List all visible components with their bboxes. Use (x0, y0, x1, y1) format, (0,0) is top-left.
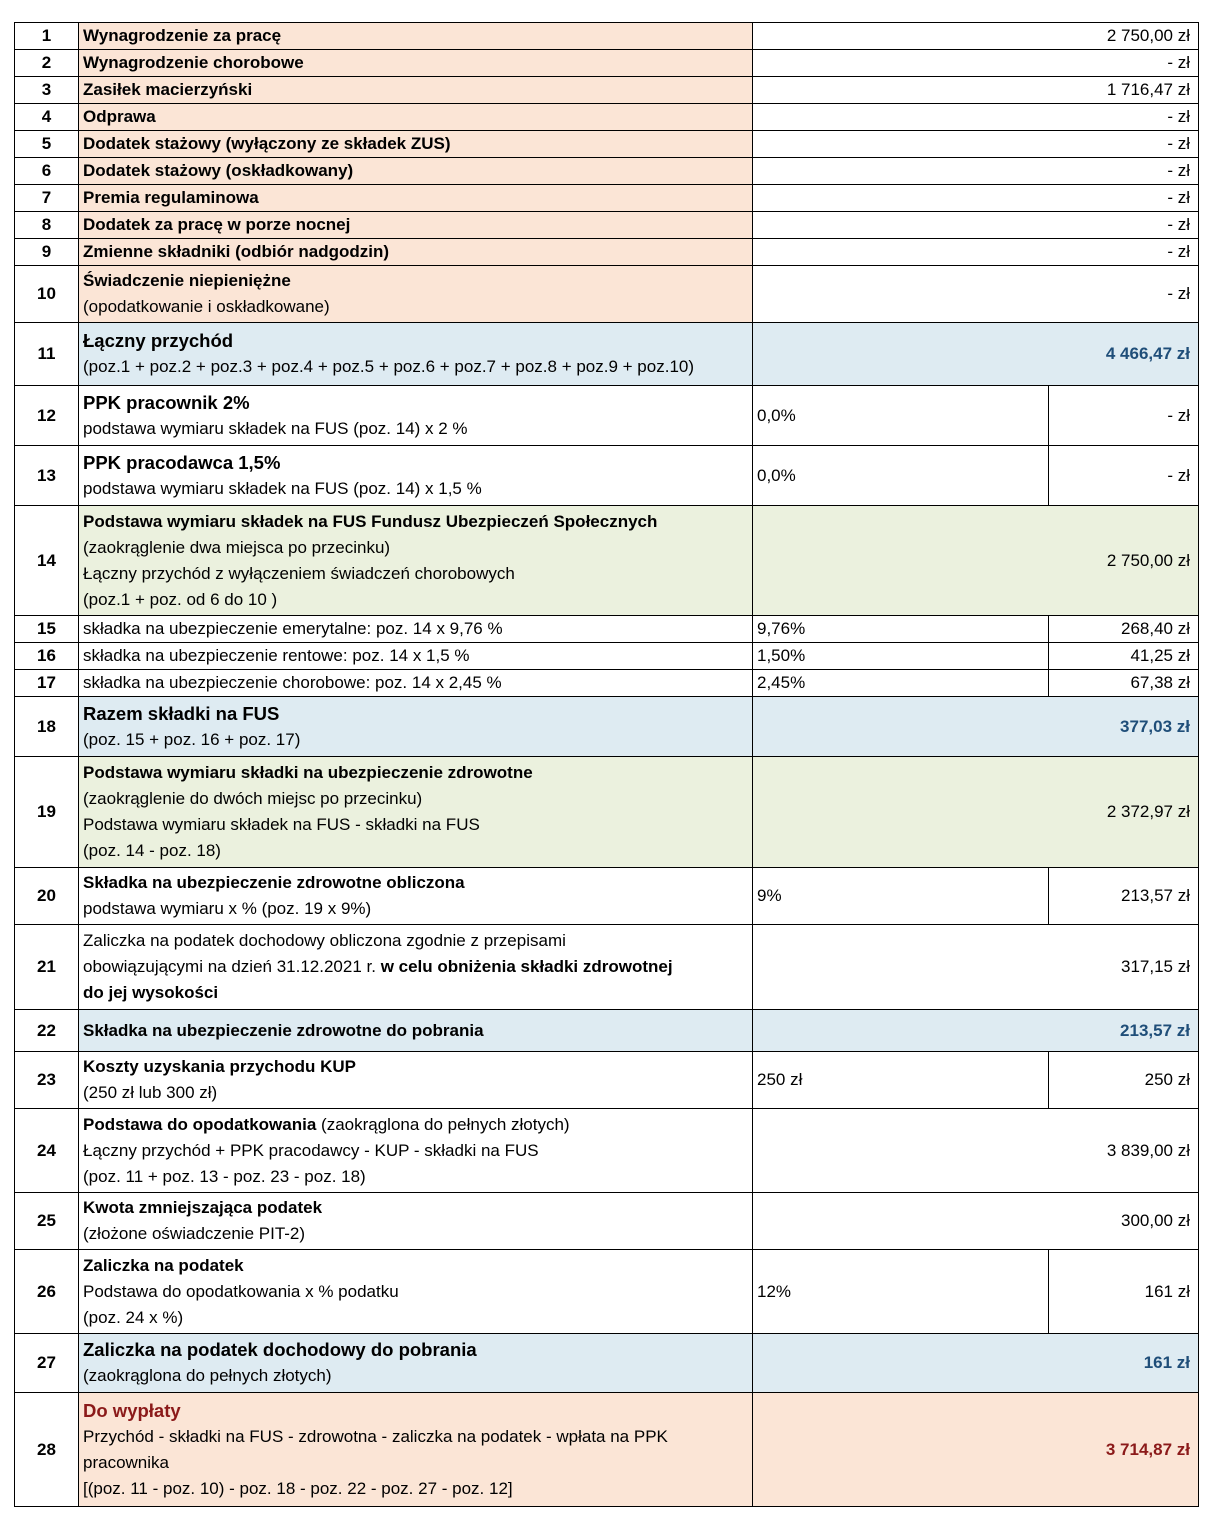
row-note: (złożone oświadczenie PIT-2) (83, 1224, 306, 1243)
row-title: Razem składki na FUS (83, 702, 280, 724)
row-label (79, 1109, 753, 1193)
table-row (15, 212, 1199, 239)
row-title-rest: (zaokrąglona do pełnych złotych) (316, 1114, 570, 1134)
row-number: 18 (15, 697, 79, 757)
row-rate: 2,45% (753, 670, 1049, 697)
row-value: 41,25 zł (1049, 643, 1199, 670)
row-title: Podstawa wymiaru składek na FUS Fundusz Ubezpieczeń Społecznych (83, 511, 658, 531)
table-row (15, 925, 1199, 1010)
row-label (79, 1193, 753, 1250)
payroll-table (14, 22, 1199, 1507)
row-title: PPK pracodawca 1,5% (83, 451, 281, 473)
table-row (15, 1393, 1199, 1507)
table-row (15, 1334, 1199, 1393)
row-title: Podstawa do opodatkowania (83, 1114, 317, 1134)
row-label (79, 757, 753, 868)
row-number: 15 (15, 616, 79, 643)
row-number: 20 (15, 868, 79, 925)
row-number: 27 (15, 1334, 79, 1393)
row-label (79, 1052, 753, 1109)
row-note: pracownika (83, 1452, 169, 1472)
row-note-bold: w celu obniżenia składki zdrowotnej (380, 957, 673, 976)
row-number: 25 (15, 1193, 79, 1250)
row-rate: 0,0% (753, 386, 1049, 446)
row-number: 21 (15, 925, 79, 1010)
row-number: 19 (15, 757, 79, 868)
row-value: 1 716,47 zł (753, 77, 1199, 104)
row-number: 6 (15, 158, 79, 185)
row-number: 1 (15, 23, 79, 50)
row-value: 300,00 zł (753, 1193, 1199, 1250)
row-number: 22 (15, 1010, 79, 1052)
row-label: Składka na ubezpieczenie zdrowotne do pobrania (79, 1010, 753, 1052)
row-note: Łączny przychód z wyłączeniem świadczeń chorobowych (83, 563, 515, 583)
row-label (79, 1334, 753, 1393)
row-note: (poz. 11 + poz. 13 - poz. 23 - poz. 18) (83, 1166, 366, 1186)
row-rate: 1,50% (753, 643, 1049, 670)
row-title-line (83, 1112, 748, 1138)
row-value: 317,15 zł (753, 925, 1199, 1010)
row-label: składka na ubezpieczenie chorobowe: poz. 14 x 2,45 % (79, 670, 753, 697)
row-value: - zł (753, 104, 1199, 131)
row-note: (opodatkowanie i oskładkowane) (83, 297, 330, 316)
row-note: Łączny przychód + PPK pracodawcy - KUP - składki na FUS (83, 1140, 539, 1160)
row-note: podstawa wymiaru składek na FUS (poz. 14) x 1,5 % (83, 478, 482, 498)
table-row (15, 757, 1199, 868)
row-note: Podstawa wymiaru składek na FUS - składki na FUS (83, 815, 480, 834)
row-title: Zaliczka na podatek dochodowy do pobrania (83, 1339, 477, 1360)
row-label (79, 925, 753, 1010)
row-label: Wynagrodzenie chorobowe (79, 50, 753, 77)
row-number: 28 (15, 1393, 79, 1507)
row-label (79, 266, 753, 323)
table-row (15, 23, 1199, 50)
row-value: - zł (1049, 446, 1199, 506)
table-row (15, 1109, 1199, 1193)
row-number: 8 (15, 212, 79, 239)
row-note-plain: obowiązującymi na dzień 31.12.2021 r. (83, 957, 376, 976)
row-title: Świadczenie niepieniężne (83, 271, 291, 290)
table-row (15, 50, 1199, 77)
table-row (15, 697, 1199, 757)
row-label (79, 386, 753, 446)
row-note: (zaokrąglona do pełnych złotych) (83, 1366, 332, 1385)
row-label: Zmienne składniki (odbiór nadgodzin) (79, 239, 753, 266)
row-note: Zaliczka na podatek dochodowy obliczona zgodnie z przepisami (83, 931, 566, 950)
table-row (15, 158, 1199, 185)
row-value: - zł (1049, 386, 1199, 446)
row-note: Podstawa do opodatkowania x % podatku (83, 1281, 399, 1301)
table-row (15, 266, 1199, 323)
row-note: (poz.1 + poz.2 + poz.3 + poz.4 + poz.5 + poz.6 + poz.7 + poz.8 + poz.9 + poz.10) (83, 357, 695, 376)
row-value: 3 839,00 zł (753, 1109, 1199, 1193)
row-rate: 250 zł (753, 1052, 1049, 1109)
row-note: (poz. 24 x %) (83, 1307, 184, 1327)
row-number: 23 (15, 1052, 79, 1109)
row-number: 11 (15, 323, 79, 386)
row-rate: 0,0% (753, 446, 1049, 506)
row-value: - zł (753, 212, 1199, 239)
row-number: 3 (15, 77, 79, 104)
row-label: Dodatek stażowy (oskładkowany) (79, 158, 753, 185)
row-title: Składka na ubezpieczenie zdrowotne obliczona (83, 873, 465, 892)
row-note: (poz. 14 - poz. 18) (83, 841, 221, 860)
row-value: 4 466,47 zł (753, 323, 1199, 386)
row-number: 9 (15, 239, 79, 266)
row-number: 4 (15, 104, 79, 131)
row-number: 2 (15, 50, 79, 77)
row-value: 161 zł (1049, 1250, 1199, 1334)
row-label: Odprawa (79, 104, 753, 131)
row-label (79, 1393, 753, 1507)
row-value: 3 714,87 zł (753, 1393, 1199, 1507)
table-row (15, 1010, 1199, 1052)
table-row (15, 643, 1199, 670)
table-row (15, 506, 1199, 616)
row-title: PPK pracownik 2% (83, 391, 250, 413)
table-row (15, 323, 1199, 386)
row-note: (zaokrąglenie do dwóch miejsc po przecinku) (83, 789, 423, 808)
row-title: Zaliczka na podatek (83, 1255, 244, 1275)
row-rate: 12% (753, 1250, 1049, 1334)
row-rate: 9,76% (753, 616, 1049, 643)
row-value: - zł (753, 131, 1199, 158)
row-note: podstawa wymiaru składek na FUS (poz. 14) x 2 % (83, 418, 468, 438)
row-note-bold: do jej wysokości (83, 983, 219, 1002)
row-value: 2 750,00 zł (753, 506, 1199, 616)
row-title: Do wypłaty (83, 1399, 181, 1421)
table-row (15, 446, 1199, 506)
row-label (79, 697, 753, 757)
row-number: 10 (15, 266, 79, 323)
row-label (79, 323, 753, 386)
row-number: 13 (15, 446, 79, 506)
row-rate: 9% (753, 868, 1049, 925)
row-label (79, 506, 753, 616)
row-value: 377,03 zł (753, 697, 1199, 757)
row-label: Dodatek za pracę w porze nocnej (79, 212, 753, 239)
table-row (15, 670, 1199, 697)
row-value: 2 372,97 zł (753, 757, 1199, 868)
table-row (15, 239, 1199, 266)
row-value: - zł (753, 50, 1199, 77)
row-number: 7 (15, 185, 79, 212)
row-label (79, 868, 753, 925)
row-label: Zasiłek macierzyński (79, 77, 753, 104)
table-row (15, 131, 1199, 158)
row-label: składka na ubezpieczenie emerytalne: poz. 14 x 9,76 % (79, 616, 753, 643)
row-label: Wynagrodzenie za pracę (79, 23, 753, 50)
row-title: Łączny przychód (83, 330, 234, 351)
row-label (79, 446, 753, 506)
row-value: 213,57 zł (1049, 868, 1199, 925)
row-title: Kwota zmniejszająca podatek (83, 1198, 323, 1217)
table-row (15, 868, 1199, 925)
row-number: 26 (15, 1250, 79, 1334)
row-number: 5 (15, 131, 79, 158)
row-note: podstawa wymiaru x % (poz. 19 x 9%) (83, 899, 372, 918)
row-note (83, 954, 748, 980)
row-note: Przychód - składki na FUS - zdrowotna - zaliczka na podatek - wpłata na PPK (83, 1426, 668, 1446)
row-number: 14 (15, 506, 79, 616)
row-note: (zaokrąglenie dwa miejsca po przecinku) (83, 537, 391, 557)
row-value: - zł (753, 239, 1199, 266)
table-row (15, 104, 1199, 131)
table-row (15, 1052, 1199, 1109)
row-title: Koszty uzyskania przychodu KUP (83, 1057, 357, 1076)
row-number: 17 (15, 670, 79, 697)
row-value: 2 750,00 zł (753, 23, 1199, 50)
row-note: (poz. 15 + poz. 16 + poz. 17) (83, 729, 301, 749)
row-title: Podstawa wymiaru składki na ubezpieczenie zdrowotne (83, 763, 533, 782)
row-value: - zł (753, 158, 1199, 185)
row-number: 16 (15, 643, 79, 670)
row-value: 67,38 zł (1049, 670, 1199, 697)
row-note: [(poz. 11 - poz. 10) - poz. 18 - poz. 22 - poz. 27 - poz. 12] (83, 1478, 513, 1498)
table-row (15, 386, 1199, 446)
row-note: (250 zł lub 300 zł) (83, 1083, 218, 1102)
row-value: 268,40 zł (1049, 616, 1199, 643)
row-number: 24 (15, 1109, 79, 1193)
row-value: 213,57 zł (753, 1010, 1199, 1052)
row-number: 12 (15, 386, 79, 446)
row-value: 161 zł (753, 1334, 1199, 1393)
table-row (15, 1193, 1199, 1250)
row-label: Dodatek stażowy (wyłączony ze składek ZUS) (79, 131, 753, 158)
table-row (15, 1250, 1199, 1334)
table-row (15, 185, 1199, 212)
row-label (79, 1250, 753, 1334)
row-value: - zł (753, 185, 1199, 212)
table-row (15, 616, 1199, 643)
row-value: - zł (753, 266, 1199, 323)
row-label: Premia regulaminowa (79, 185, 753, 212)
table-row (15, 77, 1199, 104)
row-note: (poz.1 + poz. od 6 do 10 ) (83, 589, 278, 609)
row-label: składka na ubezpieczenie rentowe: poz. 14 x 1,5 % (79, 643, 753, 670)
row-value: 250 zł (1049, 1052, 1199, 1109)
